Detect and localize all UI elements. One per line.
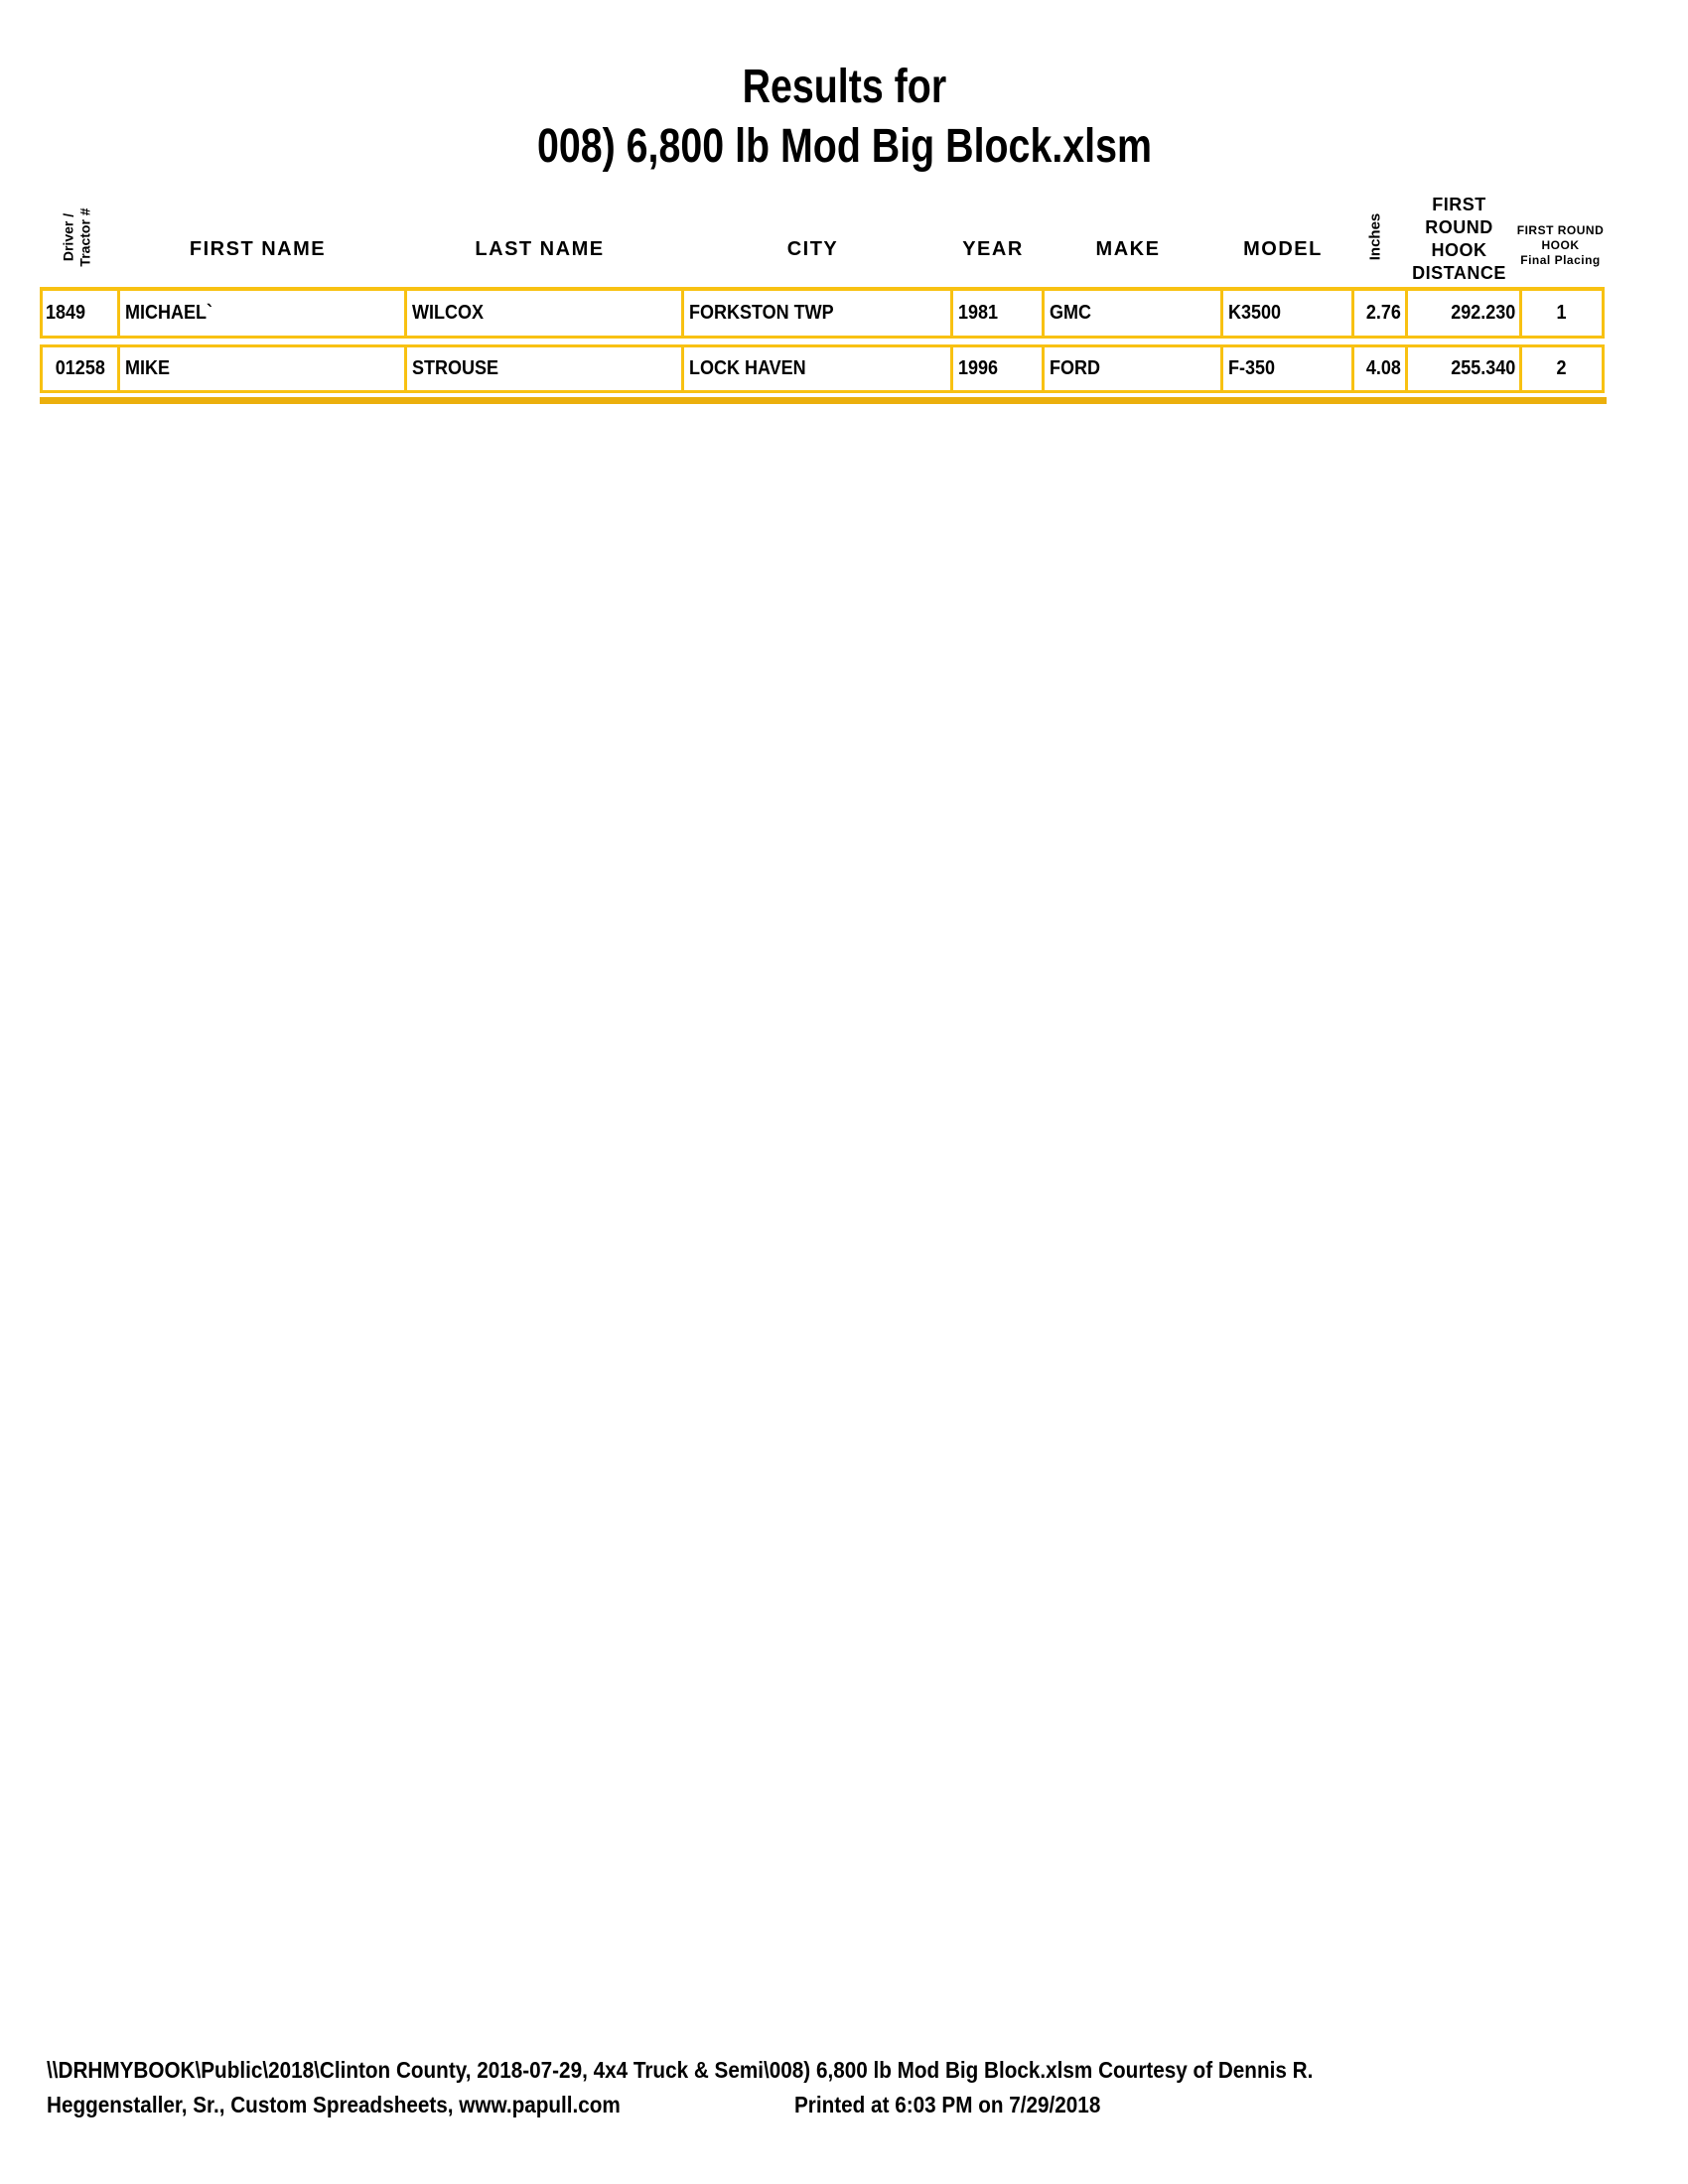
title-line-2-text: 008) 6,800 lb Mod Big Block.xlsm [536,120,1152,173]
cell-year: 1996 [950,347,1042,390]
cell-driver-number: 01258 [55,357,105,379]
inches-rotated-label: Inches [1366,212,1384,261]
distance-header-stack: FIRST ROUND HOOK DISTANCE [1412,195,1506,283]
table-header-row [40,187,1605,287]
cell-make: GMC [1042,291,1220,336]
cell-model: K3500 [1220,291,1351,336]
column-header-make: MAKE [1095,238,1161,260]
title-line-2 [0,117,1688,177]
cell-city: LOCK HAVEN [681,347,950,390]
column-header-inches [1348,187,1402,287]
cell-inches: 2.76 [1351,291,1405,336]
column-header-last-name: LAST NAME [475,238,605,260]
footer-file-path: \\DRHMYBOOK\Public\2018\Clinton County, 2018-07-29, 4x4 Truck & Semi\008) 6,800 lb Mod Big Block.xlsm Courtesy of Dennis R. [47,2057,1314,2083]
footer-print-timestamp: Printed at 6:03 PM on 7/29/2018 [794,2092,1101,2117]
table-row [40,344,1605,393]
cell-final-placing: 2 [1519,347,1602,390]
column-header-final-placing [1516,187,1605,287]
cell-final-placing: 1 [1519,291,1602,336]
column-header-first-name: FIRST NAME [189,238,327,260]
footer-credit: Heggenstaller, Sr., Custom Spreadsheets, www.papull.com [47,2092,621,2117]
cell-first-name: MIKE [117,347,404,390]
column-header-model: MODEL [1243,238,1323,260]
page-title [0,58,1688,177]
driver-label-line-2: Tractor # [76,206,93,267]
cell-make: FORD [1042,347,1220,390]
column-header-city: CITY [786,238,839,260]
driver-tractor-rotated-label [60,207,93,266]
cell-inches: 4.08 [1351,347,1405,390]
cell-first-name: MICHAEL` [117,291,404,336]
cell-driver-number: 1849 [46,302,86,324]
cell-hook-distance: 255.340 [1405,347,1519,390]
cell-model: F-350 [1220,347,1351,390]
table-row [40,287,1605,339]
column-header-year: YEAR [962,238,1024,260]
cell-city: FORKSTON TWP [681,291,950,336]
column-header-driver-tractor [40,187,114,287]
column-header-first-round-hook-distance [1402,187,1516,287]
cell-last-name: STROUSE [404,347,681,390]
cell-last-name: WILCOX [404,291,681,336]
cell-year: 1981 [950,291,1042,336]
title-line-1 [0,58,1688,117]
cell-hook-distance: 292.230 [1405,291,1519,336]
table-bottom-rule [40,397,1607,404]
driver-label-line-1: Driver / [60,212,76,261]
title-line-1-text: Results for [742,61,946,113]
placing-header-stack: FIRST ROUND HOOK Final Placing [1516,223,1605,267]
